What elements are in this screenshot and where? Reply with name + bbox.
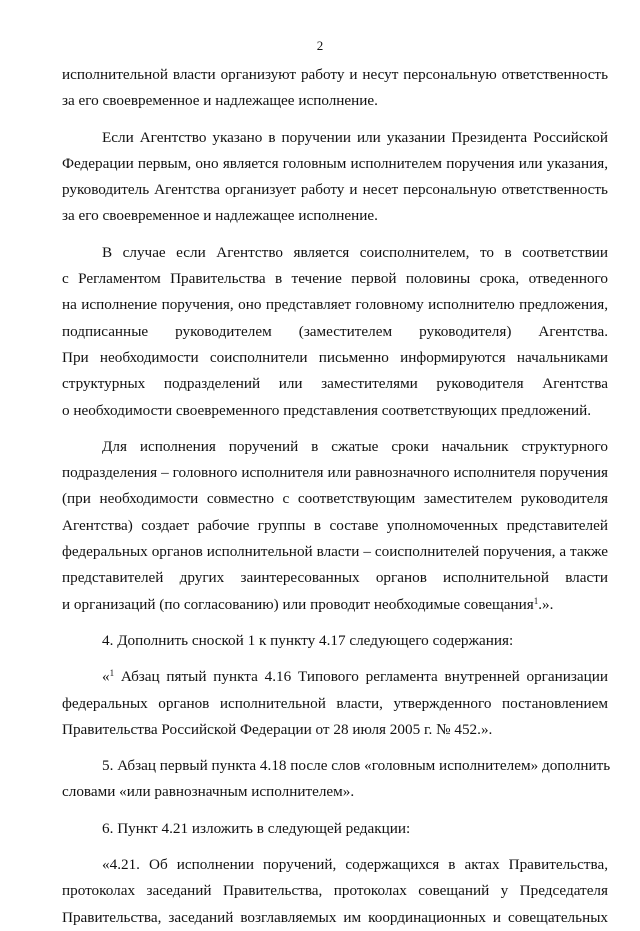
text-line: за его своевременное и надлежащее исполнение. xyxy=(62,92,378,110)
text-line: (при необходимости совместно с соответствующим заместителем руководителя xyxy=(62,490,608,508)
text-line: Если Агентство указано в поручении или указании Президента Российской xyxy=(102,128,608,146)
text-line: за его своевременное и надлежащее исполнение. xyxy=(62,207,378,225)
text-line: 4. Дополнить сноской 1 к пункту 4.17 следующего содержания: xyxy=(102,631,514,649)
text-line: 6. Пункт 4.21 изложить в следующей редакции: xyxy=(102,819,411,837)
quote-open: « xyxy=(102,668,110,686)
text-line: подразделения – головного исполнителя или равнозначного исполнителя поручения xyxy=(62,464,608,482)
text-line: Федерации первым, оно является головным исполнителем поручения или указания, xyxy=(62,154,608,172)
text-line: В случае если Агентство является соисполнителем, то в соответствии xyxy=(102,243,608,261)
text-line: Агентства) создает рабочие группы в составе уполномоченных представителей xyxy=(62,516,608,534)
line-end: .». xyxy=(538,595,554,613)
footnote-ref-mark: 1 xyxy=(533,595,539,606)
text-line: Правительства Российской Федерации от 28 июля 2005 г. № 452.». xyxy=(62,720,493,738)
text-line: протоколах заседаний Правительства, протоколах совещаний у Председателя xyxy=(62,882,608,900)
text-line: 5. Абзац первый пункта 4.18 после слов «головным исполнителем» дополнить xyxy=(102,757,611,775)
text-line: словами «или равнозначным исполнителем». xyxy=(62,783,355,801)
text-line: структурных подразделений или заместителями руководителя Агентства xyxy=(62,375,608,393)
text-line: Правительства, заседаний возглавляемых им координационных и совещательных xyxy=(62,908,608,926)
text-line: При необходимости соисполнители письменно информируются начальниками xyxy=(62,348,608,366)
text-line: на исполнение поручения, оно представляет головному исполнителю предложения, xyxy=(62,296,608,314)
text-line xyxy=(62,664,608,690)
text-line: руководитель Агентства организует работу и несет персональную ответственность xyxy=(62,181,608,199)
text-line: «4.21. Об исполнении поручений, содержащихся в актах Правительства, xyxy=(102,856,608,874)
footnote-mark: 1 xyxy=(109,668,115,679)
line-text: Абзац пятый пункта 4.16 Типового регламента внутренней организации xyxy=(120,668,609,686)
text-line: федеральных органов исполнительной власти – соисполнителей поручения, а также xyxy=(62,543,608,561)
text-line: исполнительной власти организуют работу и несут персональную ответственность xyxy=(62,66,608,83)
text-line: Для исполнения поручений в сжатые сроки начальник структурного xyxy=(102,437,608,455)
text-line: с Регламентом Правительства в течение первой половины срока, отведенного xyxy=(62,270,608,288)
document-body xyxy=(62,62,611,931)
page-number: 2 xyxy=(316,38,324,53)
text-line: представителей других заинтересованных органов исполнительной власти xyxy=(62,569,608,587)
text-line xyxy=(62,592,608,618)
text-line: о необходимости своевременного представления соответствующих предложений. xyxy=(62,401,592,419)
line-text: и организаций (по согласованию) или проводит необходимые совещания xyxy=(62,595,534,613)
text-line: федеральных органов исполнительной власти, утвержденного постановлением xyxy=(62,694,608,712)
text-line: подписанные руководителем (заместителем руководителя) Агентства. xyxy=(62,322,608,340)
